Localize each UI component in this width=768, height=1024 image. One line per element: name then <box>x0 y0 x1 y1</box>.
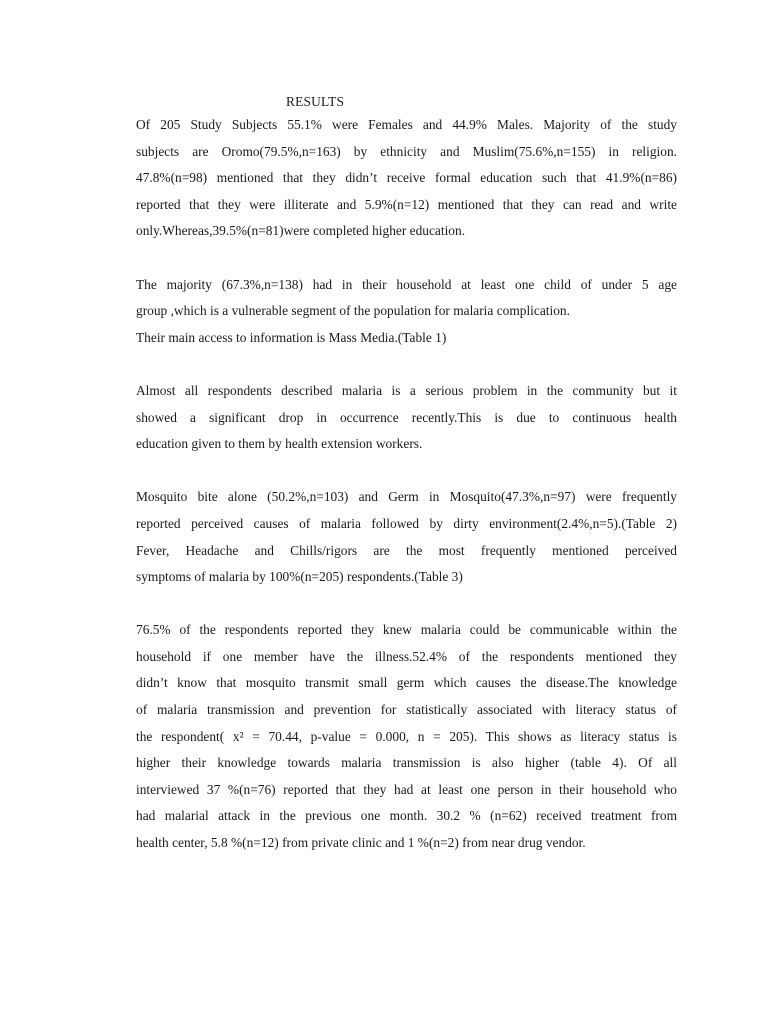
text-line: interviewed 37 %(n=76) reported that they had at least one person in their household who <box>136 781 677 797</box>
text-line: higher their knowledge towards malaria transmission is also higher (table 4). Of all <box>136 755 677 771</box>
paragraph-causes <box>136 484 677 590</box>
text-line: didn’t know that mosquito transmit small germ which causes the disease.The knowledge <box>136 675 677 691</box>
text-line: subjects are Oromo(79.5%,n=163) by ethnicity and Muslim(75.6%,n=155) in religion. <box>136 143 677 159</box>
text-line: reported perceived causes of malaria followed by dirty environment(2.4%,n=5).(Table 2) <box>136 515 677 531</box>
paragraph-gap <box>136 458 677 485</box>
text-line: 76.5% of the respondents reported they knew malaria could be communicable within the <box>136 622 677 638</box>
text-line: symptoms of malaria by 100%(n=205) respondents.(Table 3) <box>136 569 463 585</box>
document-body <box>136 92 677 857</box>
section-heading: RESULTS <box>286 94 345 109</box>
text-line: Their main access to information is Mass Media.(Table 1) <box>136 329 447 345</box>
text-line: showed a significant drop in occurrence recently.This is due to continuous health <box>136 409 677 425</box>
paragraph-household <box>136 272 677 352</box>
text-line: Mosquito bite alone (50.2%,n=103) and Germ in Mosquito(47.3%,n=97) were frequently <box>136 489 677 505</box>
text-line: 47.8%(n=98) mentioned that they didn’t receive formal education such that 41.9%(n=86) <box>136 170 677 186</box>
text-line: health center, 5.8 %(n=12) from private clinic and 1 %(n=2) from near drug vendor. <box>136 835 586 851</box>
text-line: The majority (67.3%,n=138) had in their household at least one child of under 5 age <box>136 276 677 292</box>
paragraph-gap <box>136 245 677 272</box>
paragraph-demographics <box>136 112 677 245</box>
text-line: the respondent( x² = 70.44, p-value = 0.000, n = 205). This shows as literacy status is <box>136 728 677 744</box>
paragraph-gap <box>136 591 677 618</box>
text-line: only.Whereas,39.5%(n=81)were completed higher education. <box>136 223 466 239</box>
text-line: household if one member have the illness.52.4% of the respondents mentioned they <box>136 648 677 664</box>
text-line: reported that they were illiterate and 5.9%(n=12) mentioned that they can read and write <box>136 196 677 212</box>
paragraph-gap <box>136 351 677 378</box>
text-line: of malaria transmission and prevention for statistically associated with literacy status of <box>136 702 677 718</box>
text-line: Almost all respondents described malaria is a serious problem in the community but it <box>136 382 677 398</box>
text-line: had malarial attack in the previous one month. 30.2 % (n=62) received treatment from <box>136 808 677 824</box>
paragraph-transmission <box>136 617 677 856</box>
text-line: group ,which is a vulnerable segment of the population for malaria complication. <box>136 303 570 319</box>
text-line: Of 205 Study Subjects 55.1% were Females and 44.9% Males. Majority of the study <box>136 117 677 132</box>
text-line: education given to them by health extension workers. <box>136 436 423 452</box>
paragraph-perception <box>136 378 677 458</box>
text-line: Fever, Headache and Chills/rigors are the most frequently mentioned perceived <box>136 542 677 558</box>
